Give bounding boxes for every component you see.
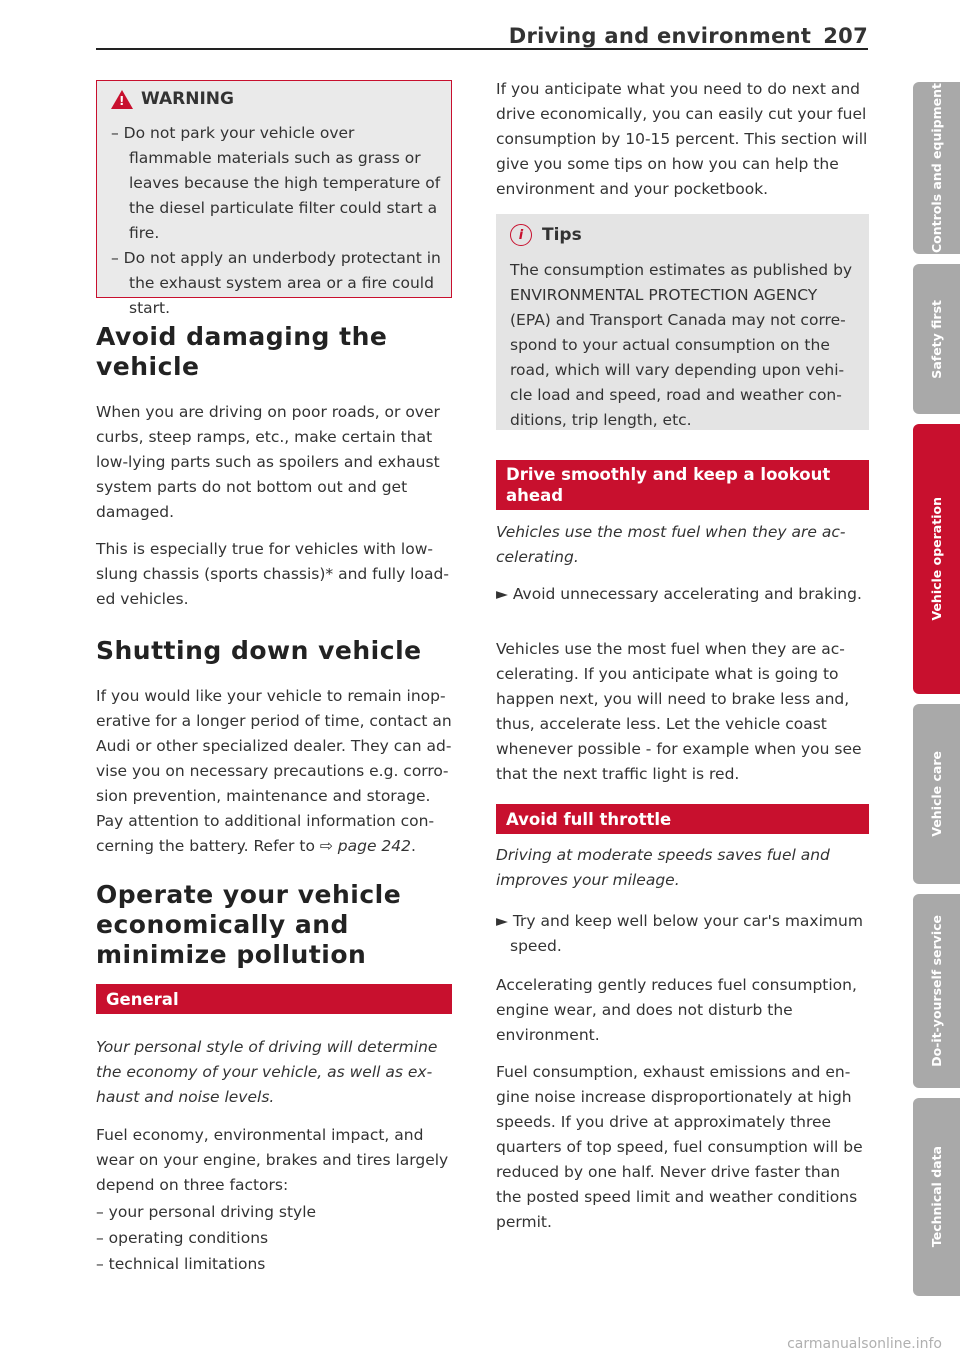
tab-safety-first[interactable] xyxy=(913,264,960,414)
full-throttle-text-2: Fuel consumption, exhaust emissions and engine noise increase disproportionately at high speeds. If you drive at approximately three quarters of top speed, fuel consumption will be reduced by one half. Never drive faster than the posted speed limit and weather conditions permit. xyxy=(496,1063,863,1231)
info-icon: i xyxy=(510,224,532,246)
full-throttle-text: Accelerating gently reduces fuel consumption, engine wear, and does not disturb the environment. xyxy=(496,976,857,1044)
tab-technical-data[interactable] xyxy=(913,1098,960,1296)
general-bar: General xyxy=(96,984,452,1014)
running-header xyxy=(509,24,868,48)
shutdown-end: . xyxy=(411,837,416,855)
operate-heading: Operate your vehicle economically and minimize pollution xyxy=(96,880,402,969)
tab-label: Safety first xyxy=(929,299,944,379)
full-throttle-lead: Driving at moderate speeds saves fuel and improves your mileage. xyxy=(496,846,830,889)
page-reference-link[interactable]: ⇨ page 242 xyxy=(319,837,412,855)
tab-label: Vehicle operation xyxy=(929,497,944,621)
tips-title xyxy=(510,224,582,246)
shutdown-text xyxy=(96,684,452,859)
tips-box xyxy=(496,214,869,430)
tips-label: Tips xyxy=(542,225,582,245)
full-throttle-bar: Avoid full throttle xyxy=(496,804,869,834)
intro-text: If you anticipate what you need to do next and drive economically, you can easily cut your fuel consumption by 10-15 percent. This section will give you some tips on how you can help the environment and your pocketbook. xyxy=(496,80,868,198)
list-item: – your personal driving style xyxy=(96,1203,317,1221)
tab-do-it-yourself-service[interactable] xyxy=(913,894,960,1088)
general-lead: Your personal style of driving will determine the economy of your vehicle, as well as exhaust and noise levels. xyxy=(96,1038,438,1106)
tab-label: Technical data xyxy=(929,1146,944,1248)
avoid-damage-text-2: This is especially true for vehicles with low-slung chassis (sports chassis)* and fully loaded vehicles. xyxy=(96,540,449,608)
warning-box xyxy=(96,80,452,317)
instruction-step: ► Avoid unnecessary accelerating and braking. xyxy=(496,585,862,603)
section-title: Driving and environment xyxy=(508,24,812,48)
drive-smoothly-lead: Vehicles use the most fuel when they are accelerating. xyxy=(496,523,846,566)
tab-controls-and-equipment[interactable] xyxy=(913,82,960,254)
tips-body: The consumption estimates as published by ENVIRONMENTAL PROTECTION AGENCY (EPA) and Transport Canada may not correspond to your actual consumption on the road, which will vary depending upon vehicle load and speed, road and weather conditions, trip length, etc. xyxy=(510,261,853,429)
general-text: Fuel economy, environmental impact, and wear on your engine, brakes and tires largely depend on three factors: xyxy=(96,1126,449,1194)
shutdown-heading: Shutting down vehicle xyxy=(96,636,422,665)
tab-label: Controls and equipment xyxy=(929,82,944,254)
warning-title xyxy=(111,89,234,109)
factors-list xyxy=(96,1200,452,1277)
tab-vehicle-care[interactable] xyxy=(913,704,960,884)
warning-item: – Do not park your vehicle over flammable materials such as grass or leaves because the high temperature of the diesel particulate filter could start a fire. xyxy=(111,124,441,242)
tab-label: Do-it-yourself service xyxy=(929,915,944,1067)
list-item: – technical limitations xyxy=(96,1255,266,1273)
drive-smoothly-bar: Drive smoothly and keep a lookout ahead xyxy=(496,460,869,510)
warning-triangle-icon: ! xyxy=(111,90,133,109)
tab-label: Vehicle care xyxy=(929,751,944,837)
warning-label: WARNING xyxy=(141,89,234,109)
page-number: 207 xyxy=(823,24,868,48)
warning-body xyxy=(111,121,441,321)
header-rule xyxy=(96,48,868,50)
drive-smoothly-text: Vehicles use the most fuel when they are accelerating. If you anticipate what is going to happen next, you will need to brake less and, thus, accelerate less. Let the vehicle coast whenever possible - for example when you see that the next traffic light is red. xyxy=(496,640,862,783)
watermark: carmanualsonline.info xyxy=(787,1336,942,1352)
tab-vehicle-operation[interactable] xyxy=(913,424,960,694)
avoid-damage-heading: Avoid damaging the vehicle xyxy=(96,322,388,381)
instruction-step: ► Try and keep well below your car's maximum speed. xyxy=(496,912,863,955)
shutdown-body: If you would like your vehicle to remain inoperative for a longer period of time, contact an Audi or other specialized dealer. They can advise you on necessary precautions e.g. corrosion prevention, maintenance and storage. Pay attention to additional information concerning the battery. Refer to xyxy=(96,687,452,855)
warning-item: – Do not apply an underbody protectant in the exhaust system area or a fire could start. xyxy=(111,249,441,317)
avoid-damage-text: When you are driving on poor roads, or over curbs, steep ramps, etc., make certain that low-lying parts such as spoilers and exhaust system parts do not bottom out and get damaged. xyxy=(96,403,440,521)
list-item: – operating conditions xyxy=(96,1229,269,1247)
